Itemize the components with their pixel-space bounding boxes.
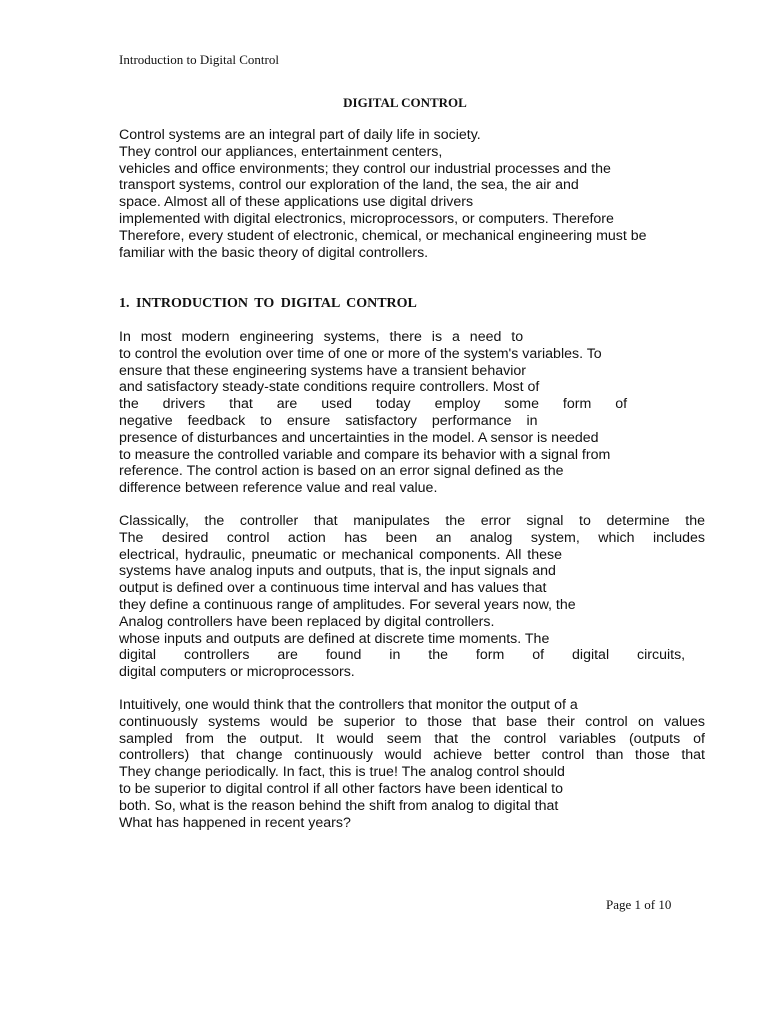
paragraph-line: to measure the controlled variable and compare its behavior with a signal from bbox=[119, 446, 611, 463]
paragraph-line: Analog controllers have been replaced by digital controllers. bbox=[119, 613, 495, 630]
paragraph-line: digital computers or microprocessors. bbox=[119, 664, 355, 681]
paragraph-line: whose inputs and outputs are defined at discrete time moments. The bbox=[119, 630, 550, 647]
paragraph-line: difference between reference value and real value. bbox=[119, 480, 438, 497]
paragraph-line: sampled from the output. It would seem that the control variables (outputs of bbox=[119, 730, 705, 747]
body-paragraph-2 bbox=[119, 513, 705, 681]
paragraph-line: continuously systems would be superior to those that base their control on values bbox=[119, 713, 705, 730]
document-title: DIGITAL CONTROL bbox=[343, 95, 467, 110]
paragraph-line: controllers) that change continuously would achieve better control than those that bbox=[119, 747, 705, 764]
paragraph-line: presence of disturbances and uncertainties in the model. A sensor is needed bbox=[119, 429, 599, 446]
paragraph-line: They control our appliances, entertainment centers, bbox=[119, 143, 443, 160]
paragraph-line: output is defined over a continuous time interval and has values that bbox=[119, 580, 547, 597]
paragraph-line: What has happened in recent years? bbox=[119, 814, 351, 831]
paragraph-line: vehicles and office environments; they control our industrial processes and the bbox=[119, 160, 611, 177]
paragraph-line: systems have analog inputs and outputs, that is, the input signals and bbox=[119, 563, 556, 580]
paragraph-line: both. So, what is the reason behind the shift from analog to digital that bbox=[119, 797, 559, 814]
paragraph-line: ensure that these engineering systems have a transient behavior bbox=[119, 362, 526, 379]
paragraph-line: reference. The control action is based on an error signal defined as the bbox=[119, 463, 564, 480]
paragraph-line: the drivers that are used today employ some form of bbox=[119, 396, 628, 413]
body-paragraph-1 bbox=[119, 329, 705, 497]
paragraph-line: The desired control action has been an analog system, which includes bbox=[119, 529, 705, 546]
paragraph-line: and satisfactory steady-state conditions require controllers. Most of bbox=[119, 379, 540, 396]
paragraph-line: Classically, the controller that manipulates the error signal to determine the bbox=[119, 513, 705, 529]
paragraph-line: negative feedback to ensure satisfactory performance in bbox=[119, 412, 538, 429]
paragraph-line: they define a continuous range of amplitudes. For several years now, the bbox=[119, 596, 576, 613]
paragraph-line: transport systems, control our exploration of the land, the sea, the air and bbox=[119, 177, 579, 194]
paragraph-line: familiar with the basic theory of digital controllers. bbox=[119, 244, 429, 261]
paragraph-line: implemented with digital electronics, microprocessors, or computers. Therefore bbox=[119, 210, 614, 227]
paragraph-line: digital controllers are found in the form of digital circuits, bbox=[119, 647, 686, 664]
paragraph-line: In most modern engineering systems, there is a need to bbox=[119, 329, 524, 345]
paragraph-line: Control systems are an integral part of daily life in society. bbox=[119, 127, 481, 143]
paragraph-line: space. Almost all of these applications use digital drivers bbox=[119, 194, 474, 211]
paragraph-line: to control the evolution over time of one or more of the system's variables. To bbox=[119, 345, 602, 362]
page-number: Page 1 of 10 bbox=[606, 897, 672, 912]
paragraph-line: to be superior to digital control if all other factors have been identical to bbox=[119, 780, 564, 797]
paragraph-line: Intuitively, one would think that the controllers that monitor the output of a bbox=[119, 697, 578, 713]
section-heading: 1. INTRODUCTION TO DIGITAL CONTROL bbox=[119, 296, 417, 311]
running-header: Introduction to Digital Control bbox=[119, 52, 279, 67]
paragraph-line: They change periodically. In fact, this is true! The analog control should bbox=[119, 764, 565, 781]
paragraph-line: Therefore, every student of electronic, chemical, or mechanical engineering must be bbox=[119, 227, 647, 244]
paragraph-line: electrical, hydraulic, pneumatic or mechanical components. All these bbox=[119, 546, 562, 563]
body-paragraph-3 bbox=[119, 697, 705, 831]
intro-paragraph bbox=[119, 127, 705, 261]
